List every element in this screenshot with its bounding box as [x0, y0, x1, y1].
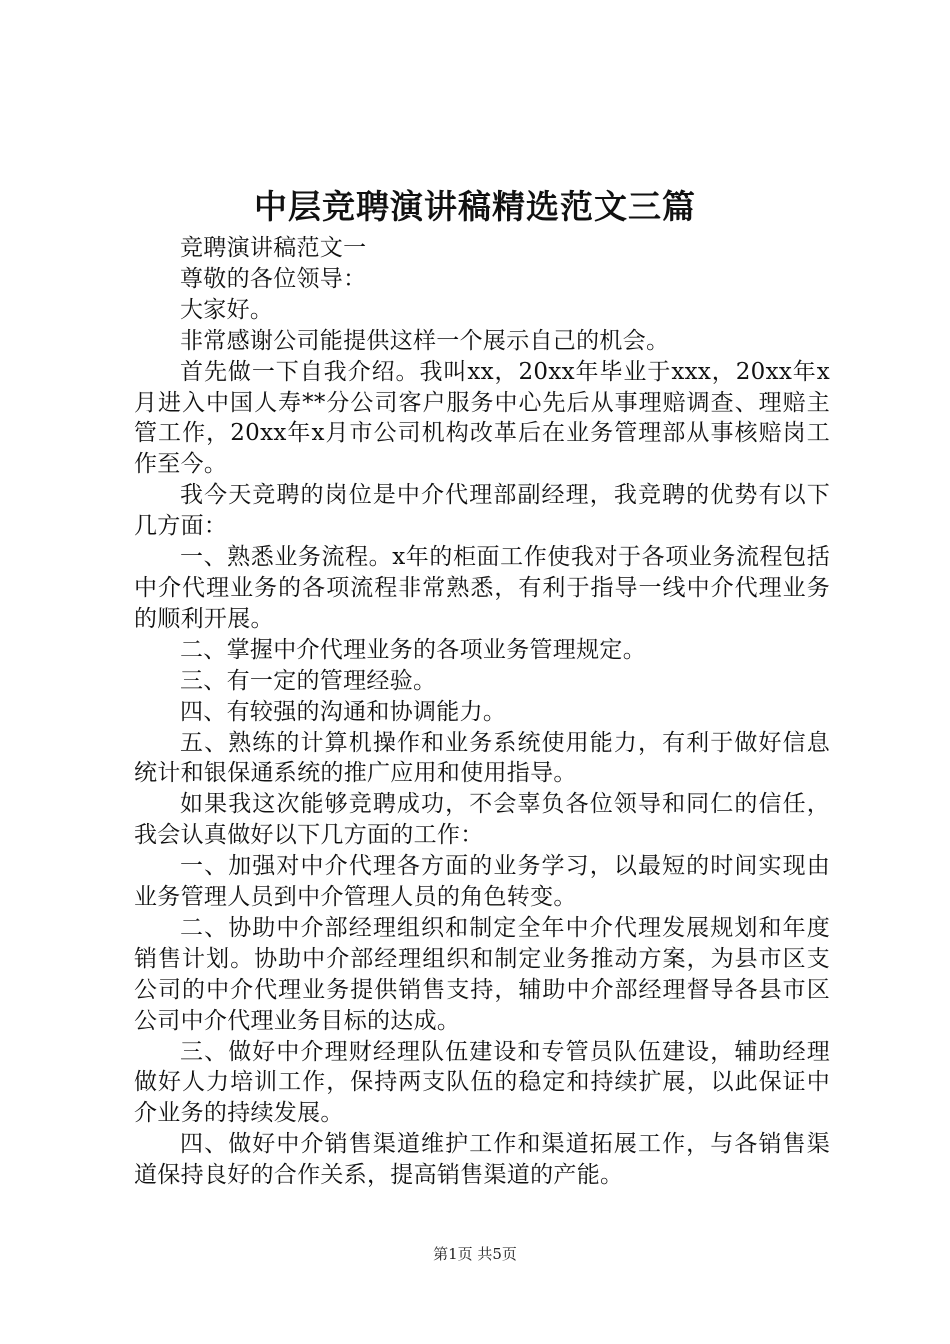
paragraph-work-2: 二、协助中介部经理组织和制定全年中介代理发展规划和年度销售计划。协助中介部经理组织和制定业务推动方案，为县市区支公司的中介代理业务提供销售支持，辅助中介部经理督导各县市区公司中介代理业务目标的达成。	[134, 914, 830, 1034]
paragraph-advantage-3: 三、有一定的管理经验。	[180, 667, 437, 694]
paragraph-advantage-4: 四、有较强的沟通和协调能力。	[180, 698, 507, 725]
paragraph-position: 我今天竞聘的岗位是中介代理部副经理，我竞聘的优势有以下几方面：	[134, 482, 830, 540]
paragraph-advantage-2: 二、掌握中介代理业务的各项业务管理规定。	[180, 636, 646, 663]
paragraph-salutation: 尊敬的各位领导：	[180, 265, 367, 292]
paragraph-work-3: 三、做好中介理财经理队伍建设和专管员队伍建设，辅助经理做好人力培训工作，保持两支队伍的稳定和持续扩展，以此保证中介业务的持续发展。	[134, 1038, 830, 1127]
paragraph-heading: 竞聘演讲稿范文一	[180, 235, 367, 261]
paragraph-greeting: 大家好。	[180, 296, 274, 323]
paragraph-thanks: 非常感谢公司能提供这样一个展示自己的机会。	[180, 327, 670, 354]
paragraph-commitment: 如果我这次能够竞聘成功，不会辜负各位领导和同仁的信任，我会认真做好以下几方面的工作：	[134, 791, 830, 849]
page-footer: 第1页 共5页	[433, 1245, 517, 1263]
paragraph-work-1: 一、加强对中介代理各方面的业务学习，以最短的时间实现由业务管理人员到中介管理人员的角色转变。	[134, 853, 830, 911]
paragraph-work-4: 四、做好中介销售渠道维护工作和渠道拓展工作，与各销售渠道保持良好的合作关系，提高销售渠道的产能。	[134, 1131, 830, 1189]
paragraph-advantage-1: 一、熟悉业务流程。x年的柜面工作使我对于各项业务流程包括中介代理业务的各项流程非常熟悉，有利于指导一线中介代理业务的顺利开展。	[134, 544, 830, 632]
paragraph-advantage-5: 五、熟练的计算机操作和业务系统使用能力，有利于做好信息统计和银保通系统的推广应用和使用指导。	[134, 729, 830, 787]
document-title: 中层竞聘演讲稿精选范文三篇	[254, 187, 696, 226]
document-body	[134, 233, 830, 1191]
paragraph-self-intro: 首先做一下自我介绍。我叫xx，20xx年毕业于xxx，20xx年x月进入中国人寿**分公司客户服务中心先后从事理赔调查、理赔主管工作，20xx年x月市公司机构改革后在业务管理部从事核赔岗工作至今。	[134, 358, 830, 478]
